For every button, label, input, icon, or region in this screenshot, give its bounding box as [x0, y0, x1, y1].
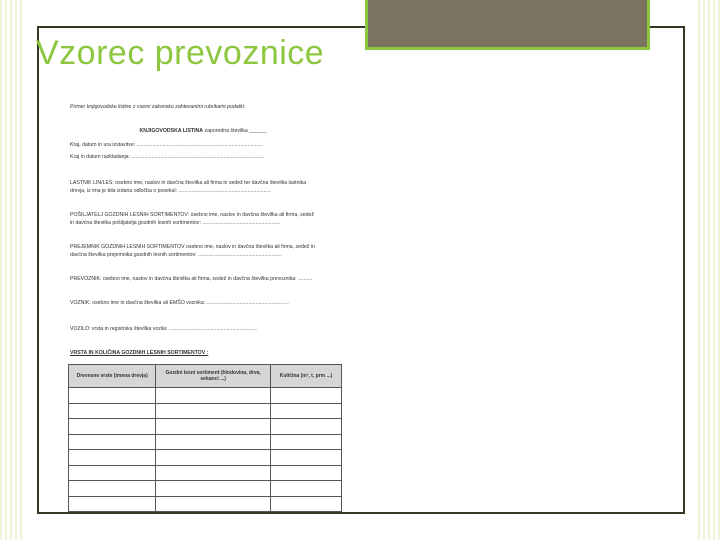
table-cell [156, 434, 271, 450]
table-row [69, 388, 342, 404]
doc-heading-bold: KNJIGOVODSKA LISTINA [139, 128, 204, 134]
table-row [69, 403, 342, 419]
doc-heading [60, 128, 346, 134]
doc-prevoznik: PREVOZNIK: osebno ime, naslov in davčna številka ali firma, sedež in davčna številka prevoznika: .......... [70, 276, 313, 282]
table-cell [69, 481, 156, 497]
table-header-cell: Gozdni lesni sortiment (hlodovina, drva, sekanci ...) [156, 365, 271, 388]
table-cell [69, 388, 156, 404]
doc-prejemnik-1: PREJEMNIK GOZDNIH LESNIH SORTIMENTOV osebno ime, naslov in davčna številka ali firma, sedež in [70, 244, 315, 250]
doc-voznik: VOZNIK: osebno ime in davčna številka ali EMŠO voznika: ......................................................... [70, 300, 289, 306]
table-cell [271, 419, 342, 435]
table-cell [271, 481, 342, 497]
table-header-row [69, 365, 342, 388]
table-row [69, 419, 342, 435]
right-decorative-stripe [698, 0, 720, 540]
doc-kraj-razkladanja: Kraj in datum razkladanja: ............................................................................................ [70, 154, 265, 160]
table-cell [271, 465, 342, 481]
table-cell [271, 496, 342, 512]
table-body [69, 388, 342, 512]
doc-intro: Primer knjigovodske listine z vsemi zakonsko zahtevanimi rubrikami podatki: [70, 104, 246, 110]
table-cell [69, 496, 156, 512]
table-cell [156, 465, 271, 481]
table-cell [156, 496, 271, 512]
doc-lastnik-1: LASTNIK LIN/LES: osebno ime, naslov in davčna številka ali firma in sedež ter davčna številka lastnika [70, 180, 307, 186]
doc-kraj-izstavitve: Kraj, datum in ura izstavitve: ....................................................................................... [70, 142, 262, 148]
table-row [69, 496, 342, 512]
doc-posiljatelj-1: POŠILJATELJ GOZDNIH LESNIH SORTIMENTOV: osebno ime, naslov in davčna številka ali firma, sedež [70, 212, 314, 218]
table-cell [271, 434, 342, 450]
sortiment-table [68, 364, 342, 512]
left-decorative-stripe [0, 0, 22, 540]
table-cell [156, 450, 271, 466]
table-row [69, 450, 342, 466]
table-cell [69, 465, 156, 481]
doc-lastnik-2: drevja, iz ima je bila izdana odločba o posekul: ................................................................ [70, 188, 271, 194]
table-cell [69, 450, 156, 466]
slide-title: Vzorec prevoznice [36, 34, 325, 72]
table-cell [271, 450, 342, 466]
table-cell [69, 434, 156, 450]
table-row [69, 434, 342, 450]
table-cell [156, 481, 271, 497]
table-row [69, 465, 342, 481]
doc-heading-rest: zaporedna številka ______ [204, 128, 267, 134]
table-row [69, 481, 342, 497]
table-cell [271, 388, 342, 404]
table-cell [69, 403, 156, 419]
document-image [60, 96, 346, 492]
doc-vrsta-heading: VRSTA IN KOLIČINA GOZDNIH LESNIH SORTIMENTOV : [70, 350, 209, 356]
doc-posiljatelj-2: in davčna številka pošiljatelja gozdnih lesnih sortimentov: ...................................................... [70, 220, 281, 226]
table-cell [156, 403, 271, 419]
doc-prejemnik-2: davčna številka prejemnika gozdnih lesnih sortimentov: .......................................................... [70, 252, 282, 258]
table-cell [156, 388, 271, 404]
table-cell [156, 419, 271, 435]
table-header-cell: Količina (m³, t, prm ...) [271, 365, 342, 388]
table-cell [271, 403, 342, 419]
table-header-cell: Drevesne vrste (imena drevja) [69, 365, 156, 388]
top-decorative-bar [365, 0, 650, 50]
doc-vozilo: VOZILO: vrsta in registrska številka vozila: ............................................................. [70, 326, 257, 332]
table-cell [69, 419, 156, 435]
